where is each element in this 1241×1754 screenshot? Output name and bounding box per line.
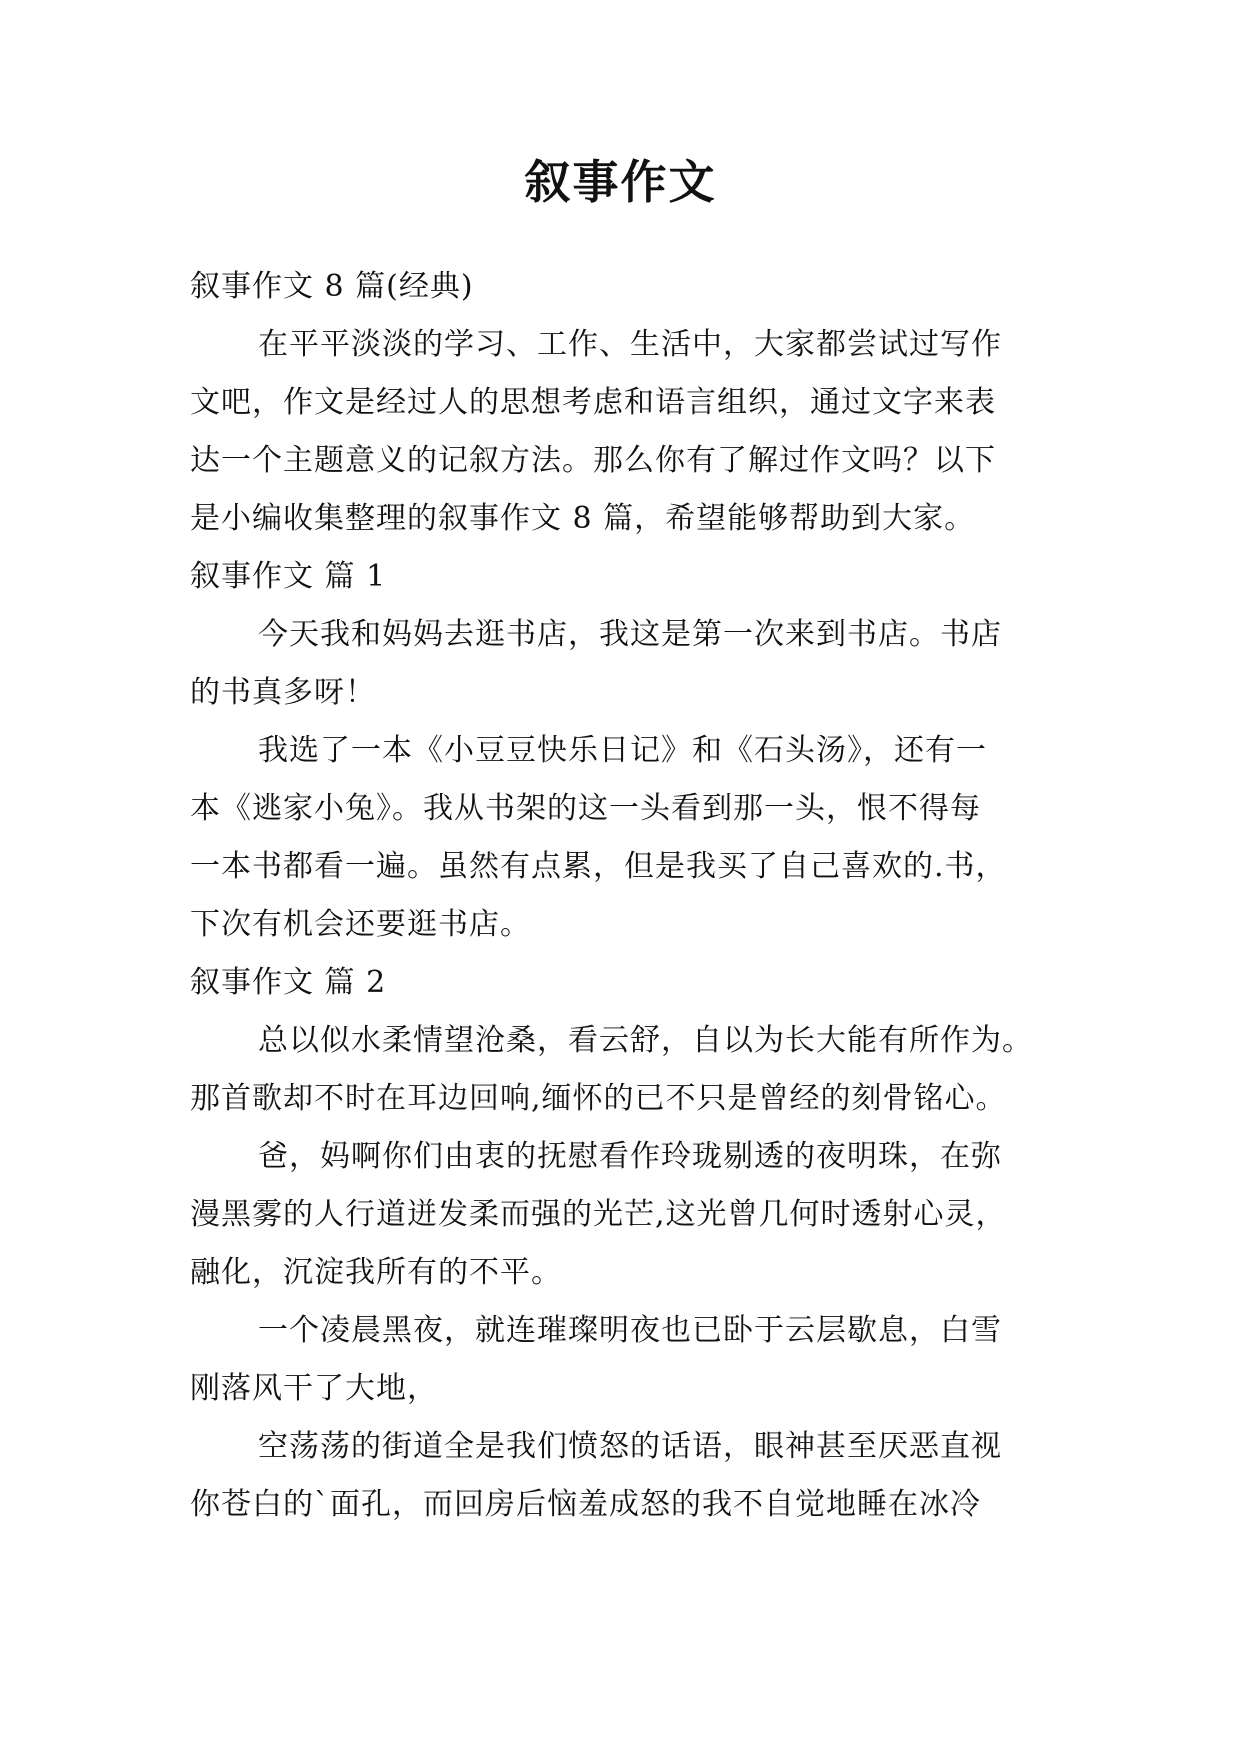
essay-1-paragraph: 今天我和妈妈去逛书店，我这是第一次来到书店。书店 的书真多呀！ <box>190 617 1002 710</box>
essay-2-paragraph: 空荡荡的街道全是我们愤怒的话语，眼神甚至厌恶直视 你苍白的`面孔，而回房后恼羞成怒的我不自觉地睡在冰冷 <box>190 1429 1002 1522</box>
document-title: 叙事作文 <box>524 155 717 209</box>
collection-heading: 叙事作文 8 篇(经典) <box>190 269 474 304</box>
section-heading-2: 叙事作文 篇 2 <box>190 965 387 1000</box>
essay-2-paragraph: 一个凌晨黑夜，就连璀璨明夜也已卧于云层歇息，白雪 刚落风干了大地， <box>190 1313 1002 1406</box>
intro-paragraph: 在平平淡淡的学习、工作、生活中，大家都尝试过写作 文吧，作文是经过人的思想考虑和语言组织，通过文字来表 达一个主题意义的记叙方法。那么你有了解过作文吗？以下 是小编收集整理的叙事作文 8 篇，希望能够帮助到大家。 <box>190 327 1002 536</box>
essay-2-paragraph: 爸，妈啊你们由衷的抚慰看作玲珑剔透的夜明珠，在弥 漫黑雾的人行道迸发柔而强的光芒,这光曾几何时透射心灵， 融化，沉淀我所有的不平。 <box>190 1139 1007 1290</box>
essay-2-paragraph: 总以似水柔情望沧桑，看云舒，自以为长大能有所作为。 那首歌却不时在耳边回响,缅怀的已不只是曾经的刻骨铭心。 <box>190 1023 1033 1116</box>
essay-1-paragraph: 我选了一本《小豆豆快乐日记》和《石头汤》，还有一 本《逃家小兔》。我从书架的这一头看到那一头，恨不得每 一本书都看一遍。虽然有点累，但是我买了自己喜欢的.书， 下次有机会还要逛书店。 <box>190 733 1007 942</box>
document-body <box>190 258 1060 1534</box>
section-heading-1: 叙事作文 篇 1 <box>190 559 387 594</box>
